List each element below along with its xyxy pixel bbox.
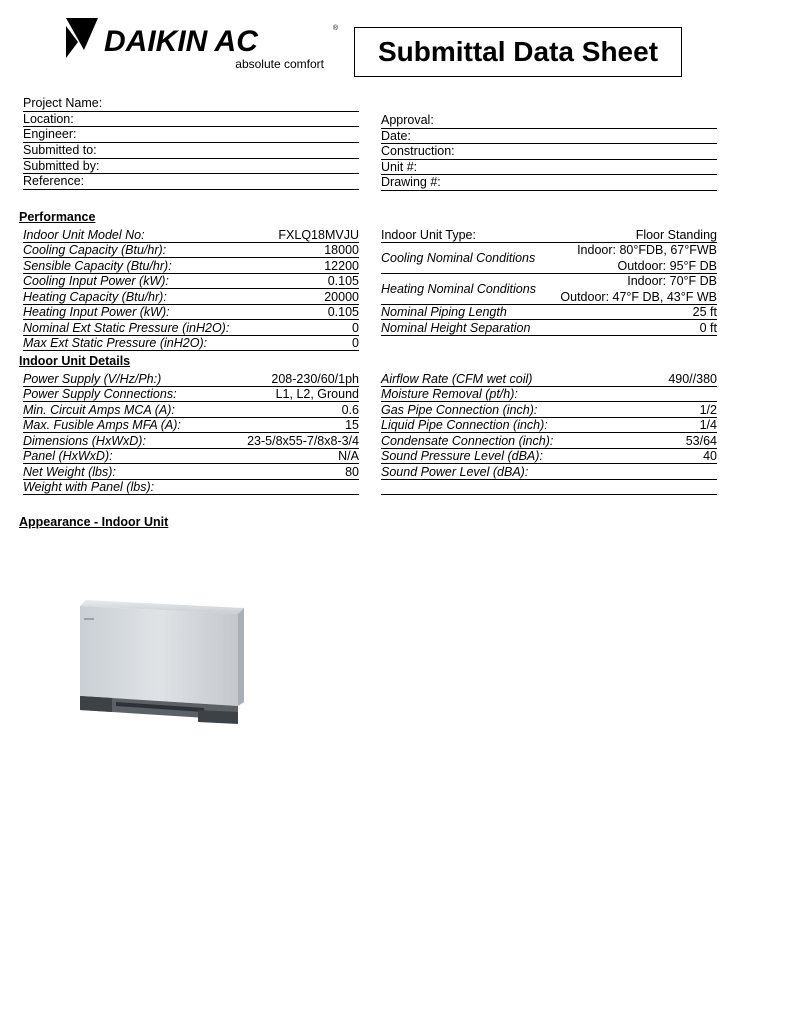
page-title: Submittal Data Sheet: [377, 36, 659, 67]
submitted-by-field: Submitted by:: [23, 159, 359, 175]
cooling-conditions-value: Indoor: 80°FDB, 67°FWB Outdoor: 95°F DB: [577, 242, 717, 273]
brand-name: DAIKIN AC: [104, 25, 258, 58]
cooling-conditions-label: Cooling Nominal Conditions: [381, 250, 536, 265]
row-label: Heating Input Power (kW):: [23, 305, 170, 319]
table-row: [23, 227, 359, 243]
table-row: [23, 305, 359, 321]
table-row: [23, 402, 359, 418]
height-separation-label: Nominal Height Separation: [381, 320, 531, 335]
row-label: Nominal Ext Static Pressure (inH2O):: [23, 320, 230, 335]
row-label: Power Supply Connections:: [23, 387, 177, 401]
heating-conditions-label: Heating Nominal Conditions: [381, 281, 536, 296]
location-field: Location:: [23, 112, 359, 128]
row-label: Net Weight (lbs):: [23, 464, 116, 479]
row-label: Heating Capacity (Btu/hr):: [23, 289, 167, 304]
row-value: L1, L2, Ground: [275, 387, 359, 401]
table-row: [23, 433, 359, 449]
table-row: [23, 480, 359, 496]
heating-conditions-row: [381, 274, 717, 305]
row-value: 15: [345, 418, 359, 432]
row-value: FXLQ18MVJU: [278, 227, 359, 242]
piping-length-value: 25 ft: [692, 305, 717, 319]
row-label: Weight with Panel (lbs):: [23, 480, 155, 494]
indoor-details-heading: Indoor Unit Details: [19, 354, 131, 368]
date-field: Date:: [381, 129, 717, 145]
row-label: Condensate Connection (inch):: [381, 433, 554, 448]
table-row: [381, 418, 717, 434]
table-row: [23, 387, 359, 403]
row-value: 23-5/8x55-7/8x8-3/4: [247, 433, 359, 448]
engineer-field: Engineer:: [23, 127, 359, 143]
row-label: Indoor Unit Model No:: [23, 227, 145, 242]
table-row: [381, 320, 717, 336]
row-value: 0: [352, 336, 359, 350]
table-row: [381, 227, 717, 243]
row-value: 80: [345, 464, 359, 479]
row-value: 0.105: [327, 305, 359, 319]
row-value: 0: [352, 320, 359, 335]
table-row: [381, 433, 717, 449]
row-label: Sound Pressure Level (dBA):: [381, 449, 543, 463]
table-row: [23, 449, 359, 465]
row-value: N/A: [338, 449, 359, 463]
table-row: [23, 464, 359, 480]
row-label: Max. Fusible Amps MFA (A):: [23, 418, 181, 432]
unit-number-field: Unit #:: [381, 160, 717, 176]
row-label: Liquid Pipe Connection (inch):: [381, 418, 548, 432]
brand-tagline: absolute comfort: [235, 57, 324, 71]
row-label: Max Ext Static Pressure (inH2O):: [23, 336, 208, 350]
table-row: [23, 371, 359, 387]
height-separation-value: 0 ft: [699, 320, 717, 335]
table-row: [381, 402, 717, 418]
approval-field: Approval:: [381, 113, 717, 129]
title-box: [354, 27, 682, 77]
row-value: 20000: [324, 289, 359, 304]
appearance-heading: Appearance - Indoor Unit: [19, 515, 169, 529]
row-value: 40: [703, 449, 717, 463]
row-label: Panel (HxWxD):: [23, 449, 113, 463]
row-label: Gas Pipe Connection (inch):: [381, 402, 538, 417]
unit-type-value: Floor Standing: [635, 227, 717, 242]
row-label: Airflow Rate (CFM wet coil): [381, 371, 533, 386]
submitted-to-field: Submitted to:: [23, 143, 359, 159]
row-label: Power Supply (V/Hz/Ph:): [23, 371, 162, 386]
table-row: [23, 243, 359, 259]
heating-conditions-value: Indoor: 70°F DB Outdoor: 47°F DB, 43°F WB: [560, 273, 717, 304]
table-row: [381, 371, 717, 387]
row-label: Sensible Capacity (Btu/hr):: [23, 258, 172, 273]
row-value: 208-230/60/1ph: [271, 371, 359, 386]
daikin-logo: [66, 14, 341, 74]
row-value: 490//380: [668, 371, 717, 386]
piping-length-label: Nominal Piping Length: [381, 305, 507, 319]
construction-field: Construction:: [381, 144, 717, 160]
table-row: [23, 336, 359, 352]
table-row: [381, 387, 717, 403]
row-label: Min. Circuit Amps MCA (A):: [23, 402, 175, 417]
row-label: Moisture Removal (pt/h):: [381, 387, 518, 401]
performance-heading: Performance: [19, 210, 96, 224]
table-row: [23, 320, 359, 336]
reference-field: Reference:: [23, 174, 359, 190]
svg-text:®: ®: [332, 25, 338, 32]
row-label: Cooling Capacity (Btu/hr):: [23, 243, 167, 257]
row-value: 0.105: [327, 274, 359, 288]
row-value: 0.6: [341, 402, 359, 417]
row-value: 1/2: [699, 402, 717, 417]
row-value: 53/64: [685, 433, 717, 448]
table-row: [381, 480, 717, 496]
row-value: 12200: [324, 258, 359, 273]
table-row: [23, 418, 359, 434]
row-value: 18000: [324, 243, 359, 257]
project-name-field: Project Name:: [23, 96, 359, 112]
drawing-number-field: Drawing #:: [381, 175, 717, 191]
cooling-conditions-row: [381, 243, 717, 274]
table-row: [381, 305, 717, 321]
row-label: Sound Power Level (dBA):: [381, 464, 529, 479]
row-value: 1/4: [699, 418, 717, 432]
row-label: Cooling Input Power (kW):: [23, 274, 169, 288]
table-row: [23, 289, 359, 305]
indoor-unit-image: [76, 598, 246, 726]
table-row: [381, 449, 717, 465]
table-row: [23, 274, 359, 290]
table-row: [23, 258, 359, 274]
row-label: Dimensions (HxWxD):: [23, 433, 146, 448]
unit-type-label: Indoor Unit Type:: [381, 227, 476, 242]
table-row: [381, 464, 717, 480]
